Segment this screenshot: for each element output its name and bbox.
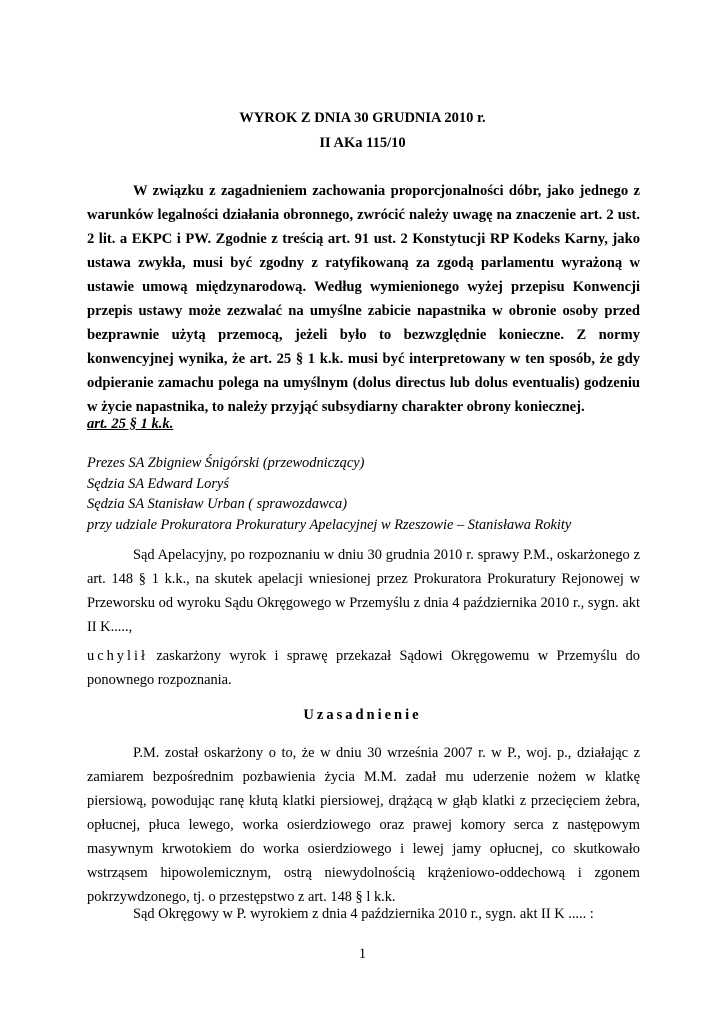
page-number: 1 [358,946,367,962]
panel-member: Prezes SA Zbigniew Śnigórski (przewodniczący) [87,455,365,471]
justification-paragraph: Sąd Okręgowy w P. wyrokiem z dnia 4 października 2010 r., sygn. akt II K ..... : [133,906,594,922]
case-number: II AKa 115/10 [319,135,406,151]
ruling-text: zaskarżony wyrok i sprawę przekazał Sądowi Okręgowemu w Przemyślu do ponownego rozpoznania. [87,648,640,688]
legal-basis: art. 25 § 1 k.k. [87,416,174,432]
panel-member: przy udziale Prokuratora Prokuratury Apelacyjnej w Rzeszowie – Stanisława Rokity [87,516,572,533]
panel-member: Sędzia SA Stanisław Urban ( sprawozdawca) [87,496,347,513]
justification-paragraph: P.M. został oskarżony o to, że w dniu 30 września 2007 r. w P., woj. p., działając z zamiarem bezpośrednim pozbawienia życia M.M. zadał mu uderzenie nożem w klatkę piersiową, powodując ranę kłutą klatki piersiowej, drążącą w głąb klatki z przecięciem żebra, opłucnej, płuca lewego, worka osierdziowego oraz prawej komory serca z następowym masywnym krwotokiem do worka osierdziowego i lewej jamy opłucnej, co skutkowało wstrząsem hipowolemicznym, ostrą niewydolnością krążeniowo-oddechową i zgonem pokrzywdzonego, tj. o przestępstwo z art. 148 § l k.k. [87,745,640,905]
ruling-verb: uchylił [87,648,148,664]
panel-member: Sędzia SA Edward Loryś [87,475,229,492]
thesis-paragraph: W związku z zagadnieniem zachowania proporcjonalności dóbr, jako jednego z warunków legalności działania obronnego, zwrócić należy uwagę na znaczenie art. 2 ust. 2 lit. a EKPC i PW. Zgodnie z treścią art. 91 ust. 2 Konstytucji RP Kodeks Karny, jako ustawa zwykła, musi być zgodny z ratyfikowaną za zgodą parlamentu wyrażoną w ustawie umową międzynarodową. Według wymienionego wyżej przepisu Konwencji przepis ustawy może zezwalać na umyślne zabicie napastnika w obronie osoby przed bezprawnie użytą przemocą, jeżeli było to bezwzględnie konieczne. Z normy konwencyjnej wynika, że art. 25 § 1 k.k. musi być interpretowany w ten sposób, że gdy odpieranie zamachu polega na umyślnym (dolus directus lub dolus eventualis) godzeniu w życie napastnika, to należy przyjąć subsydiarny charakter obrony koniecznej. [87,183,640,415]
justification-heading: Uzasadnienie [303,707,422,723]
ruling-paragraph [87,644,640,692]
ruling-intro-paragraph: Sąd Apelacyjny, po rozpoznaniu w dniu 30 grudnia 2010 r. sprawy P.M., oskarżonego z art. 148 § 1 k.k., na skutek apelacji wniesionej przez Prokuratora Prokuratury Rejonowej w Przeworsku od wyroku Sądu Okręgowego w Przemyślu z dnia 4 października 2010 r., sygn. akt II K....., [87,547,640,635]
court-panel [87,453,647,535]
judgment-title: WYROK Z DNIA 30 GRUDNIA 2010 r. [239,110,486,126]
